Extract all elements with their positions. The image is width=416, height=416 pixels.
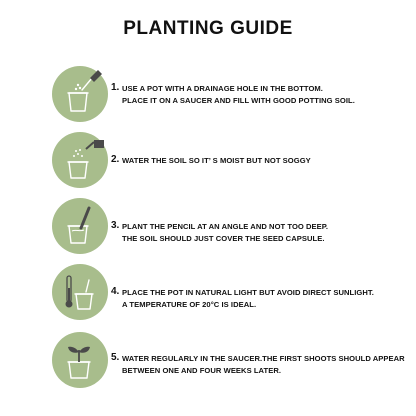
step-4-line-2: A TEMPERATURE OF 20°C IS IDEAL. (122, 300, 257, 309)
step-3-line-1: PLANT THE PENCIL AT AN ANGLE AND NOT TOO DEEP. (122, 222, 329, 231)
step-5-circle (52, 332, 108, 388)
step-5-number: 5. (111, 352, 120, 363)
step-1-line-1: USE A POT WITH A DRAINAGE HOLE IN THE BOTTOM. (122, 84, 323, 93)
step-4-line-1: PLACE THE POT IN NATURAL LIGHT BUT AVOID DIRECT SUNLIGHT. (122, 288, 374, 297)
step-3-circle (52, 198, 108, 254)
pencil-pot-icon (52, 198, 108, 254)
step-5-line-2: BETWEEN ONE AND FOUR WEEKS LATER. (122, 366, 282, 375)
step-4-number: 4. (111, 286, 120, 297)
trowel-pot-icon (52, 66, 108, 122)
step-5-text (122, 353, 405, 377)
step-1-circle (52, 66, 108, 122)
step-2-line-1: WATER THE SOIL SO IT’ S MOIST BUT NOT SOGGY (122, 156, 311, 165)
step-1-number: 1. (111, 82, 120, 93)
watering-can-pot-icon (52, 132, 108, 188)
sprout-pot-icon (52, 332, 108, 388)
step-4-circle (52, 264, 108, 320)
step-4 (52, 264, 412, 320)
step-3-text (122, 221, 328, 245)
thermometer-pot-icon (52, 264, 108, 320)
step-2 (52, 132, 412, 188)
step-3-line-2: THE SOIL SHOULD JUST COVER THE SEED CAPSULE. (122, 234, 325, 243)
step-1-text (122, 83, 355, 107)
step-2-circle (52, 132, 108, 188)
step-4-text (122, 287, 374, 311)
step-5-line-1: WATER REGULARLY IN THE SAUCER.THE FIRST SHOOTS SHOULD APPEAR (122, 354, 405, 363)
step-1 (52, 66, 412, 122)
step-2-number: 2. (111, 154, 120, 165)
step-3 (52, 198, 412, 254)
step-2-text (122, 155, 311, 167)
step-3-number: 3. (111, 220, 120, 231)
page-title: PLANTING GUIDE (123, 18, 293, 39)
step-1-line-2: PLACE IT ON A SAUCER AND FILL WITH GOOD POTTING SOIL. (122, 96, 355, 105)
step-5 (52, 332, 412, 388)
